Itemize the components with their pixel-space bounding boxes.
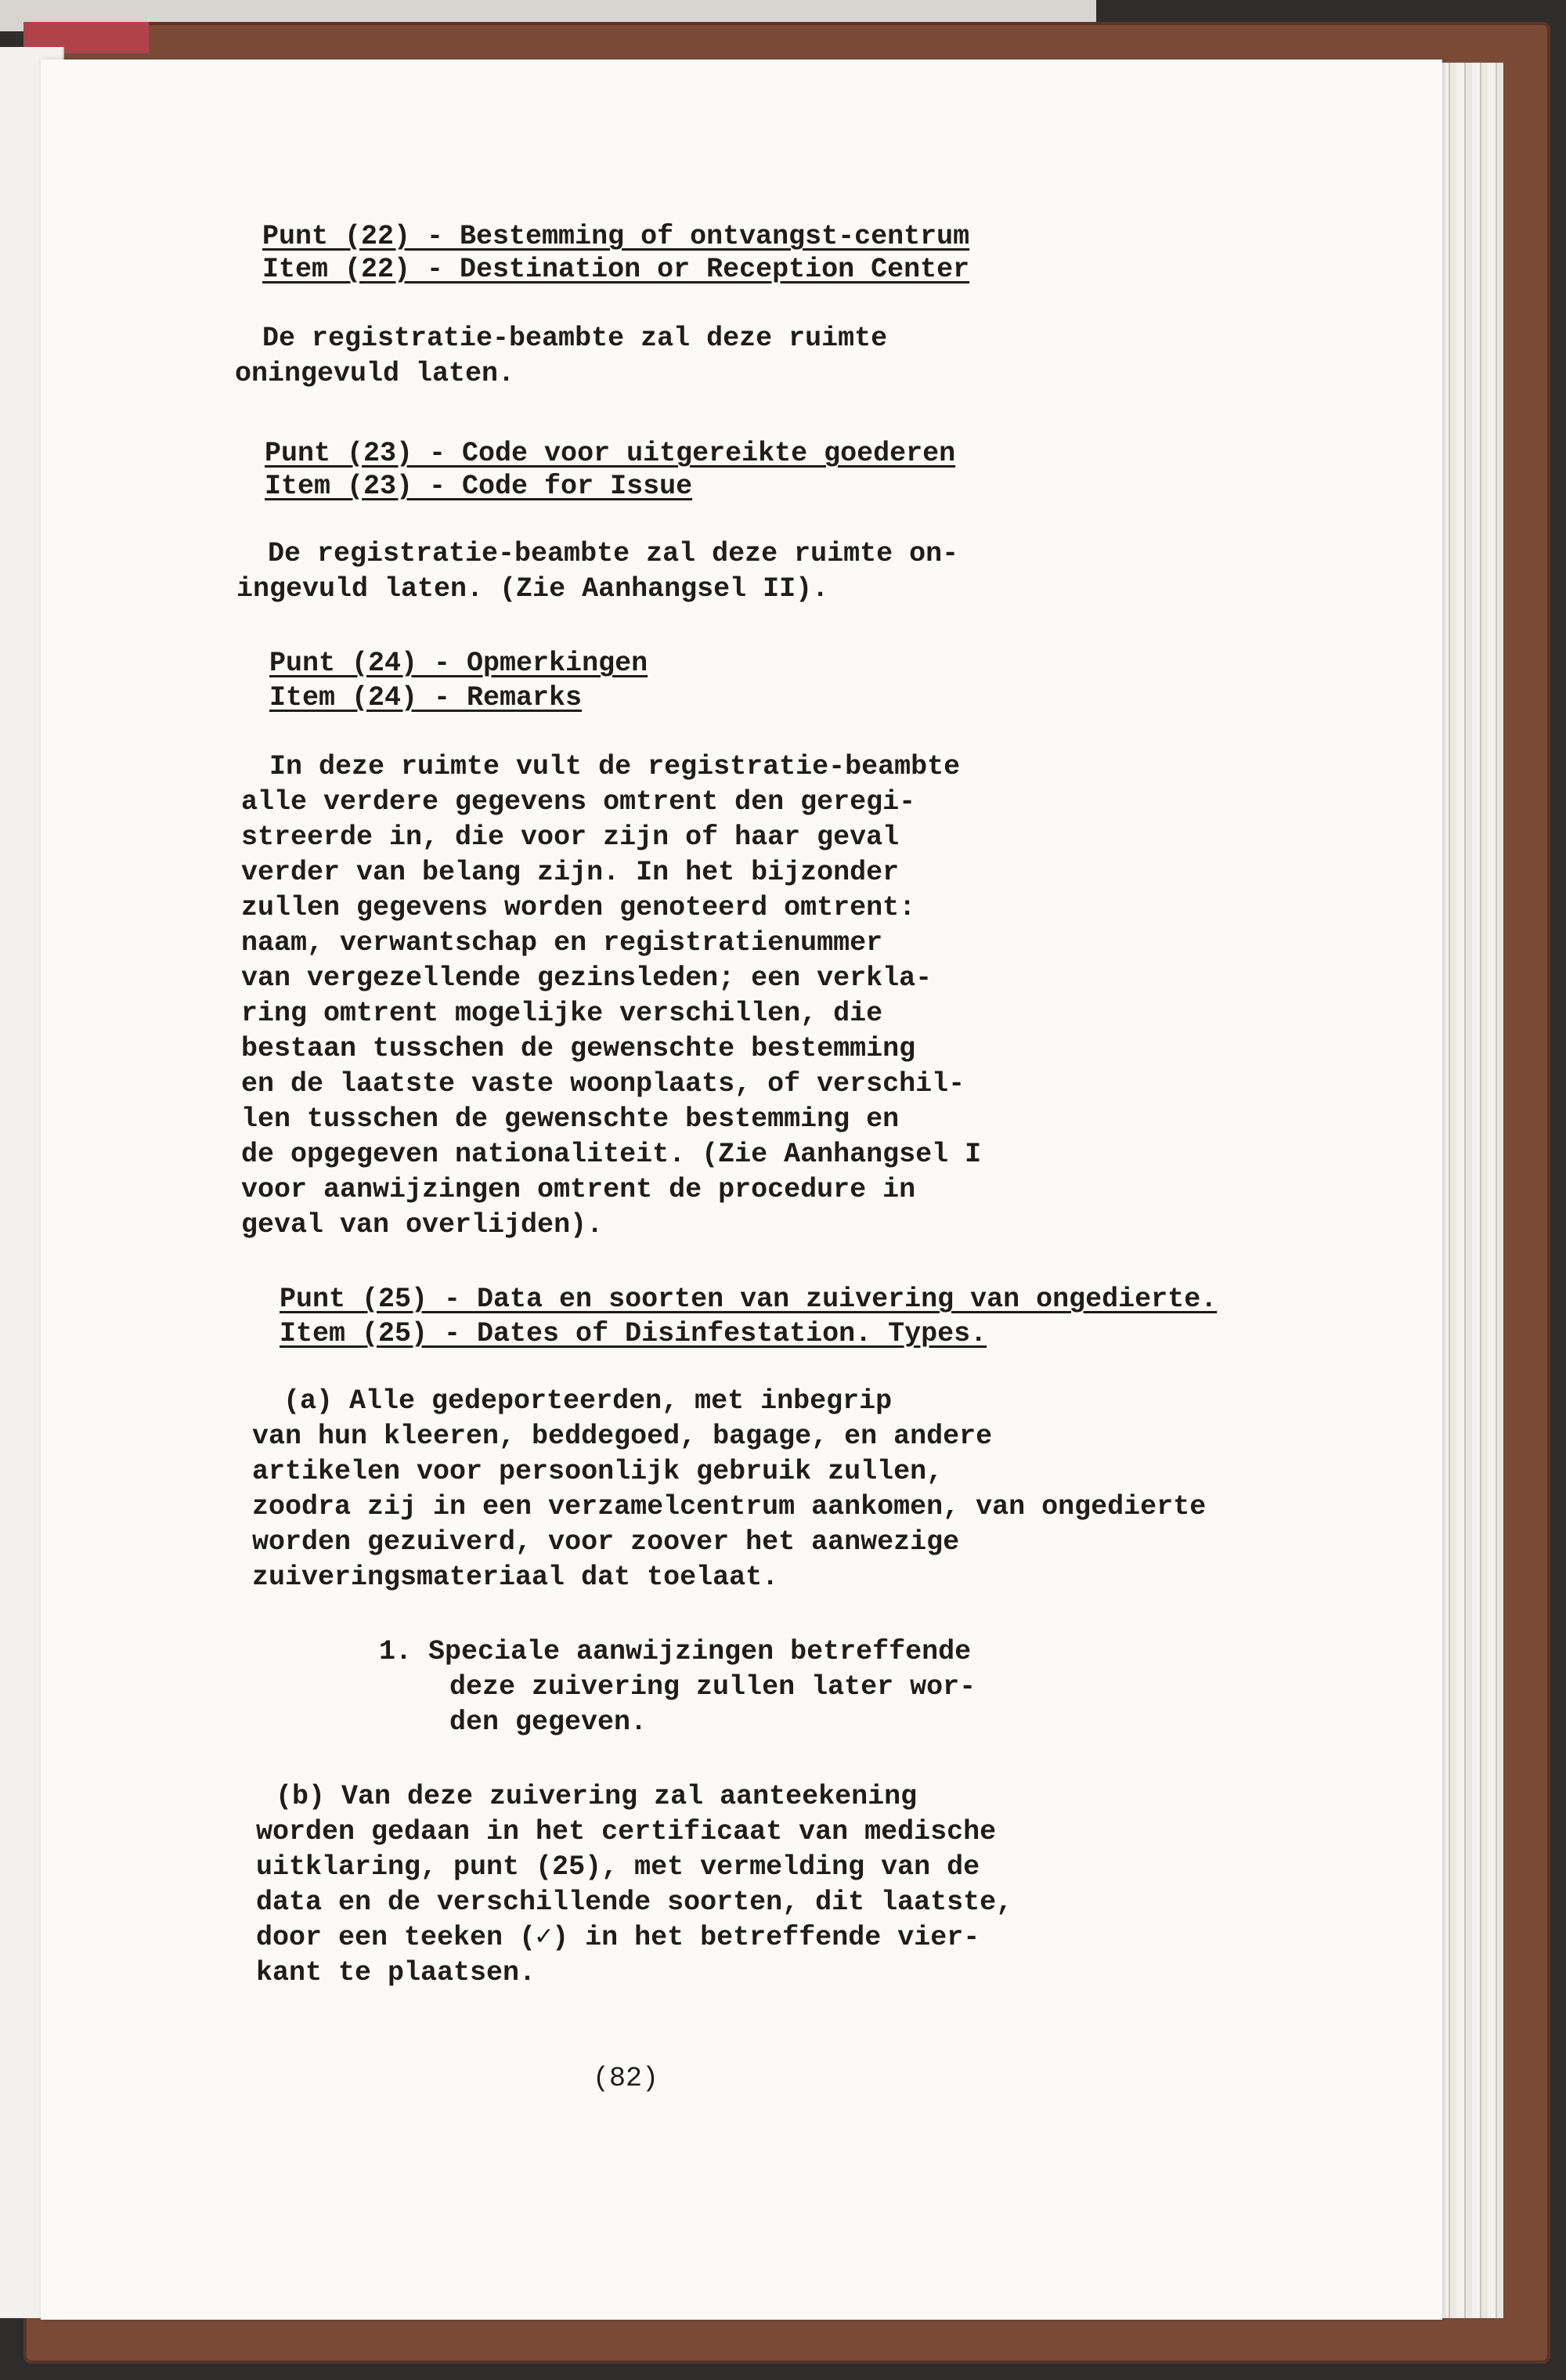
body-line: naam, verwantschap en registratienummer bbox=[241, 927, 883, 959]
heading-line: Item (25) - Dates of Disinfestation. Types. bbox=[280, 1318, 987, 1349]
body-line: zoodra zij in een verzamelcentrum aankomen, van ongedierte bbox=[252, 1491, 1207, 1522]
body-line: en de laatste vaste woonplaats, of verschil- bbox=[241, 1068, 965, 1100]
body-line: worden gezuiverd, voor zoover het aanwezige bbox=[252, 1526, 960, 1558]
body-line: bestaan tusschen de gewenschte bestemming bbox=[241, 1033, 916, 1064]
body-line: van hun kleeren, beddegoed, bagage, en andere bbox=[252, 1421, 993, 1452]
body-line: (a) Alle gedeporteerden, met inbegrip bbox=[283, 1385, 893, 1417]
body-line: De registratie-beambte zal deze ruimte on- bbox=[268, 538, 959, 569]
body-line: verder van belang zijn. In het bijzonder bbox=[241, 857, 900, 888]
body-line: worden gedaan in het certificaat van medische bbox=[256, 1816, 997, 1847]
heading-line: Punt (24) - Opmerkingen bbox=[269, 648, 648, 679]
body-line: data en de verschillende soorten, dit laatste, bbox=[256, 1887, 1013, 1918]
heading-line: Punt (23) - Code voor uitgereikte goederen bbox=[265, 438, 956, 469]
body-line: ingevuld laten. (Zie Aanhangsel II). bbox=[236, 573, 829, 605]
document-page bbox=[41, 60, 1442, 2320]
heading-line: Item (24) - Remarks bbox=[269, 682, 583, 713]
body-line: zuiveringsmateriaal dat toelaat. bbox=[252, 1562, 779, 1593]
body-line: uitklaring, punt (25), met vermelding van de bbox=[256, 1851, 980, 1883]
body-line: door een teeken (✓) in het betreffende vier- bbox=[256, 1922, 980, 1953]
page-text bbox=[41, 60, 1442, 2320]
body-line: de opgegeven nationaliteit. (Zie Aanhangsel I bbox=[241, 1139, 982, 1170]
body-line: oningevuld laten. bbox=[235, 358, 515, 389]
heading-line: Punt (22) - Bestemming of ontvangst-centrum bbox=[262, 221, 970, 252]
body-line: alle verdere gegevens omtrent den geregi- bbox=[241, 786, 916, 818]
heading-line: Item (22) - Destination or Reception Center bbox=[262, 254, 970, 285]
list-line: den gegeven. bbox=[449, 1706, 648, 1738]
body-line: geval van overlijden). bbox=[241, 1209, 604, 1241]
body-line: De registratie-beambte zal deze ruimte bbox=[262, 323, 888, 354]
body-line: streerde in, die voor zijn of haar geval bbox=[241, 822, 900, 853]
heading-line: Punt (25) - Data en soorten van zuivering van ongedierte. bbox=[280, 1284, 1218, 1315]
heading-line: Item (23) - Code for Issue bbox=[265, 471, 693, 502]
body-line: van vergezellende gezinsleden; een verkla- bbox=[241, 962, 933, 994]
body-line: artikelen voor persoonlijk gebruik zullen, bbox=[252, 1456, 944, 1487]
list-line: deze zuivering zullen later wor- bbox=[449, 1671, 976, 1703]
body-line: zullen gegevens worden genoteerd omtrent: bbox=[241, 892, 916, 923]
page-number: (82) bbox=[593, 2063, 659, 2094]
body-line: len tusschen de gewenschte bestemming en bbox=[241, 1103, 900, 1135]
body-line: (b) Van deze zuivering zal aanteekening bbox=[276, 1781, 918, 1812]
body-line: kant te plaatsen. bbox=[256, 1957, 536, 1988]
body-line: voor aanwijzingen omtrent de procedure in bbox=[241, 1174, 916, 1205]
list-line: 1. Speciale aanwijzingen betreffende bbox=[379, 1636, 972, 1667]
body-line: In deze ruimte vult de registratie-beambte bbox=[269, 751, 961, 782]
body-line: ring omtrent mogelijke verschillen, die bbox=[241, 998, 883, 1029]
